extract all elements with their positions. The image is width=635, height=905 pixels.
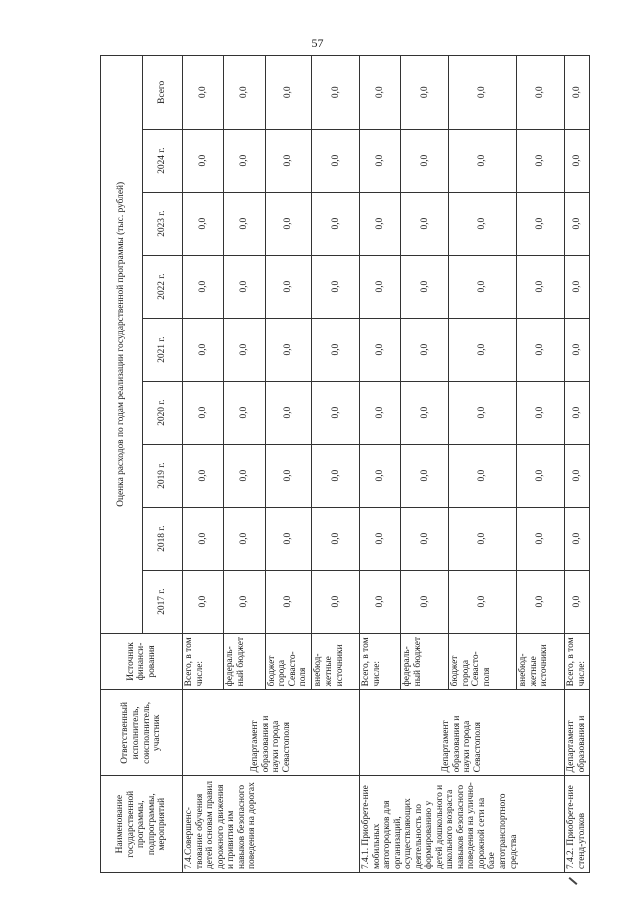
responsible-executor: Департамент образования и bbox=[565, 690, 590, 776]
value-cell: 0,0 bbox=[449, 381, 517, 444]
value-cell: 0,0 bbox=[360, 192, 401, 255]
header-year: 2018 г. bbox=[143, 507, 183, 570]
value-cell: 0,0 bbox=[565, 56, 590, 130]
header-estimate: Оценка расходов по годам реализации государственной программы (тыс. рублей) bbox=[101, 56, 143, 634]
budget-table bbox=[100, 55, 590, 873]
measure-name: 7.4.1. Приобрете-ние мобильных автогородков для организаций, осуществляющих деятельность по формированию у детей дошкольного и школьного возраста навыков безопасного поведения на улично-дорожной сети на базе автотранспортного средства bbox=[360, 776, 565, 873]
value-cell: 0,0 bbox=[517, 129, 565, 192]
value-cell: 0,0 bbox=[565, 444, 590, 507]
header-year: Всего bbox=[143, 56, 183, 130]
value-cell: 0,0 bbox=[312, 129, 360, 192]
value-cell: 0,0 bbox=[565, 192, 590, 255]
value-cell: 0,0 bbox=[312, 255, 360, 318]
table-row bbox=[360, 56, 401, 873]
value-cell: 0,0 bbox=[449, 570, 517, 633]
value-cell: 0,0 bbox=[517, 192, 565, 255]
value-cell: 0,0 bbox=[517, 255, 565, 318]
funding-source: федераль-ный бюджет bbox=[401, 633, 449, 690]
value-cell: 0,0 bbox=[224, 255, 265, 318]
header-source: Источник финанси-рования bbox=[101, 633, 183, 690]
value-cell: 0,0 bbox=[401, 255, 449, 318]
responsible-executor: Департамент образования и науки города Севастополя bbox=[183, 690, 360, 776]
header-year: 2017 г. bbox=[143, 570, 183, 633]
value-cell: 0,0 bbox=[224, 192, 265, 255]
value-cell: 0,0 bbox=[517, 444, 565, 507]
value-cell: 0,0 bbox=[517, 318, 565, 381]
value-cell: 0,0 bbox=[401, 56, 449, 130]
header-responsible: Ответственный исполнитель, соисполнитель, участник bbox=[101, 690, 183, 776]
funding-source: федераль-ный бюджет bbox=[224, 633, 265, 690]
header-year: 2020 г. bbox=[143, 381, 183, 444]
header-name: Наименование государственной программы, подпрограммы, мероприятий bbox=[101, 776, 183, 873]
value-cell: 0,0 bbox=[449, 444, 517, 507]
value-cell: 0,0 bbox=[265, 56, 312, 130]
value-cell: 0,0 bbox=[401, 570, 449, 633]
pen-mark bbox=[569, 877, 578, 885]
value-cell: 0,0 bbox=[183, 56, 224, 130]
value-cell: 0,0 bbox=[183, 570, 224, 633]
funding-source: внебюд-жетные источники bbox=[312, 633, 360, 690]
header-year: 2021 г. bbox=[143, 318, 183, 381]
value-cell: 0,0 bbox=[401, 192, 449, 255]
value-cell: 0,0 bbox=[449, 255, 517, 318]
value-cell: 0,0 bbox=[360, 56, 401, 130]
funding-source: бюджет города Севасто-поля bbox=[265, 633, 312, 690]
value-cell: 0,0 bbox=[265, 255, 312, 318]
value-cell: 0,0 bbox=[565, 318, 590, 381]
value-cell: 0,0 bbox=[224, 444, 265, 507]
funding-source: Всего, в том числе: bbox=[183, 633, 224, 690]
measure-name: 7.4.2. Приобрете-ние стенд-уголков bbox=[565, 776, 590, 873]
value-cell: 0,0 bbox=[183, 129, 224, 192]
value-cell: 0,0 bbox=[183, 192, 224, 255]
value-cell: 0,0 bbox=[360, 444, 401, 507]
value-cell: 0,0 bbox=[360, 570, 401, 633]
value-cell: 0,0 bbox=[183, 381, 224, 444]
value-cell: 0,0 bbox=[360, 255, 401, 318]
header-year: 2022 г. bbox=[143, 255, 183, 318]
value-cell: 0,0 bbox=[449, 507, 517, 570]
value-cell: 0,0 bbox=[224, 56, 265, 130]
value-cell: 0,0 bbox=[449, 192, 517, 255]
value-cell: 0,0 bbox=[265, 507, 312, 570]
value-cell: 0,0 bbox=[312, 56, 360, 130]
value-cell: 0,0 bbox=[401, 381, 449, 444]
value-cell: 0,0 bbox=[401, 318, 449, 381]
value-cell: 0,0 bbox=[360, 318, 401, 381]
value-cell: 0,0 bbox=[360, 381, 401, 444]
value-cell: 0,0 bbox=[183, 507, 224, 570]
value-cell: 0,0 bbox=[517, 507, 565, 570]
value-cell: 0,0 bbox=[312, 444, 360, 507]
value-cell: 0,0 bbox=[265, 129, 312, 192]
value-cell: 0,0 bbox=[401, 129, 449, 192]
value-cell: 0,0 bbox=[449, 129, 517, 192]
value-cell: 0,0 bbox=[265, 318, 312, 381]
value-cell: 0,0 bbox=[183, 318, 224, 381]
value-cell: 0,0 bbox=[265, 381, 312, 444]
value-cell: 0,0 bbox=[224, 129, 265, 192]
table-row bbox=[565, 56, 590, 873]
value-cell: 0,0 bbox=[224, 570, 265, 633]
value-cell: 0,0 bbox=[517, 381, 565, 444]
measure-name: 7.4.Совершенс-твование обучения детей основам правил дорожного движения и привития им навыков безопасного поведения на дорогах bbox=[183, 776, 360, 873]
header-year: 2024 г. bbox=[143, 129, 183, 192]
funding-source: Всего, в том числе: bbox=[360, 633, 401, 690]
value-cell: 0,0 bbox=[312, 318, 360, 381]
funding-source: бюджет города Севасто-поля bbox=[449, 633, 517, 690]
funding-source: внебюд-жетные источники bbox=[517, 633, 565, 690]
value-cell: 0,0 bbox=[312, 507, 360, 570]
value-cell: 0,0 bbox=[565, 129, 590, 192]
value-cell: 0,0 bbox=[265, 570, 312, 633]
value-cell: 0,0 bbox=[517, 570, 565, 633]
value-cell: 0,0 bbox=[183, 255, 224, 318]
value-cell: 0,0 bbox=[449, 56, 517, 130]
header-year: 2019 г. bbox=[143, 444, 183, 507]
value-cell: 0,0 bbox=[224, 381, 265, 444]
value-cell: 0,0 bbox=[312, 381, 360, 444]
rotated-table-region bbox=[100, 55, 590, 873]
value-cell: 0,0 bbox=[265, 444, 312, 507]
table-row bbox=[183, 56, 224, 873]
responsible-executor: Департамент образования и науки города Севастополя bbox=[360, 690, 565, 776]
value-cell: 0,0 bbox=[565, 570, 590, 633]
value-cell: 0,0 bbox=[401, 444, 449, 507]
value-cell: 0,0 bbox=[224, 507, 265, 570]
value-cell: 0,0 bbox=[401, 507, 449, 570]
value-cell: 0,0 bbox=[449, 318, 517, 381]
page-number: 57 bbox=[311, 36, 324, 50]
value-cell: 0,0 bbox=[565, 255, 590, 318]
value-cell: 0,0 bbox=[360, 507, 401, 570]
value-cell: 0,0 bbox=[265, 192, 312, 255]
header-year: 2023 г. bbox=[143, 192, 183, 255]
value-cell: 0,0 bbox=[312, 570, 360, 633]
value-cell: 0,0 bbox=[565, 507, 590, 570]
value-cell: 0,0 bbox=[360, 129, 401, 192]
value-cell: 0,0 bbox=[224, 318, 265, 381]
value-cell: 0,0 bbox=[517, 56, 565, 130]
value-cell: 0,0 bbox=[312, 192, 360, 255]
value-cell: 0,0 bbox=[183, 444, 224, 507]
value-cell: 0,0 bbox=[565, 381, 590, 444]
funding-source: Всего, в том числе: bbox=[565, 633, 590, 690]
